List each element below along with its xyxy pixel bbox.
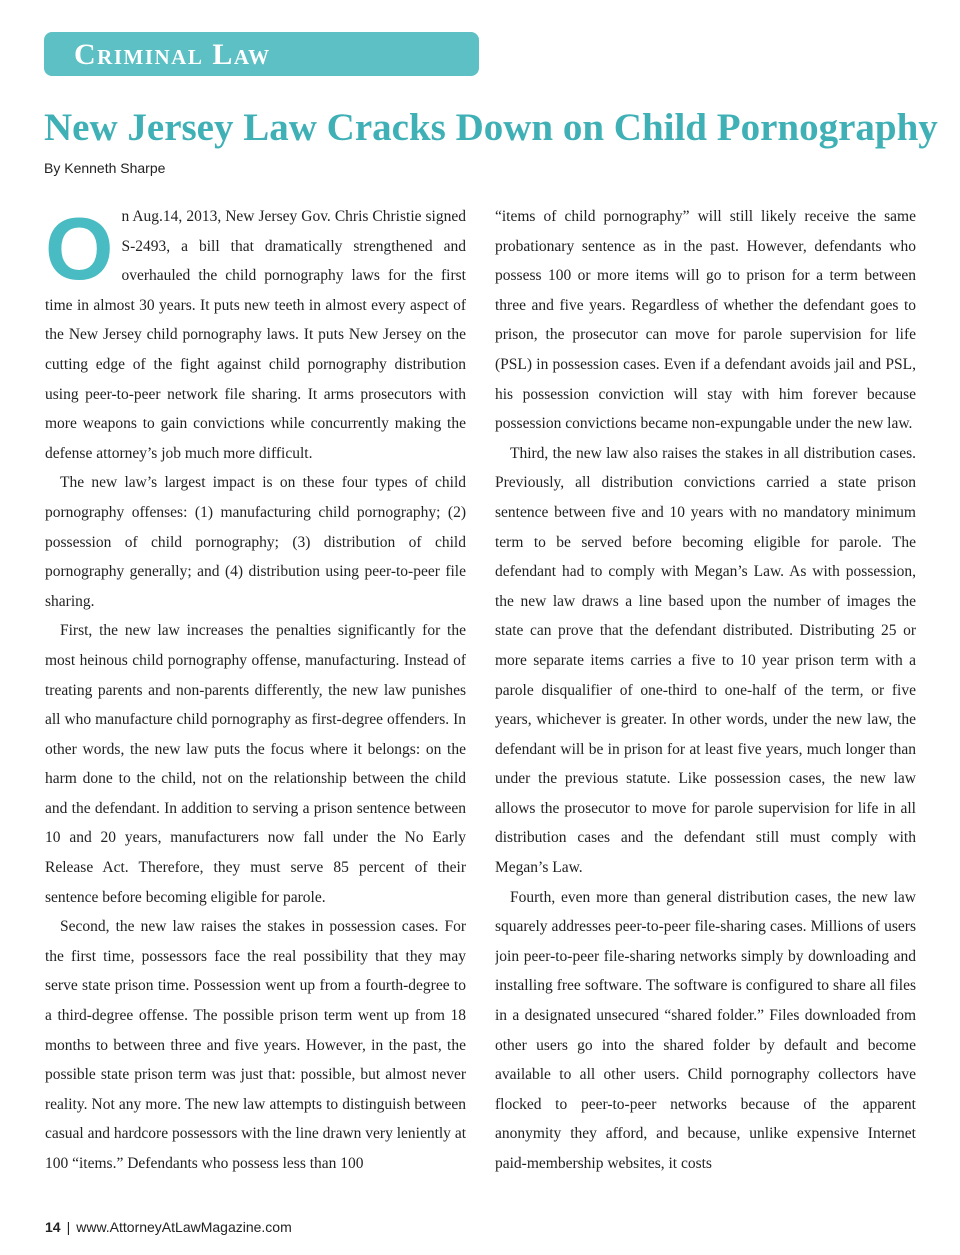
right-column (495, 202, 916, 1207)
byline: By Kenneth Sharpe (44, 160, 166, 176)
left-column (45, 202, 466, 1207)
paragraph-text: n Aug.14, 2013, New Jersey Gov. Chris Christie signed S-2493, a bill that dramatically strengthened and overhauled the child pornography laws for the first time in almost 30 years. It puts new teeth in almost every aspect of the New Jersey child pornography laws. It puts New Jersey on the cutting edge of the fight against child pornography distribution using peer-to-peer network file sharing. It arms prosecutors with more weapons to gain convictions while concurrently making the defense attorney’s job much more difficult. (45, 208, 466, 462)
page-footer (45, 1219, 292, 1235)
paragraph: Fourth, even more than general distribution cases, the new law squarely addresses peer-to-peer file-sharing cases. Millions of users join peer-to-peer file-sharing networks simply by downloading and installing free software. The software is configured to share all files in a designated unsecured “shared folder.” Files downloaded from other users go into the shared folder by default and become available to all other users. Child pornography collectors have flocked to peer-to-peer networks because of the apparent anonymity they afford, and because, unlike expensive Internet paid-membership websites, it costs (495, 888, 916, 1172)
drop-cap: O (45, 202, 114, 298)
page-number: 14 (45, 1219, 61, 1235)
footer-website-link[interactable]: www.AttorneyAtLawMagazine.com (76, 1219, 292, 1235)
paragraph: Third, the new law also raises the stakes in all distribution cases. Previously, all distribution convictions carried a state prison sentence between five and 10 years with no mandatory minimum term to be served before becoming eligible for parole. The defendant had to comply with Megan’s Law. As with possession, the new law draws a line based upon the number of images the state can prove that the defendant distributed. Distributing 25 or more separate items carries a five to 10 year prison term with a parole disqualifier of one-third to one-half of the term, or five years, whichever is greater. In other words, under the new law, the defendant will be in prison for at least five years, much longer than under the previous statute. Like possession cases, the new law allows the prosecutor to move for parole supervision for life in all distribution cases and the defendant still must comply with Megan’s Law. (495, 444, 916, 877)
article-headline: New Jersey Law Cracks Down on Child Pornography (44, 106, 938, 149)
paragraph: The new law’s largest impact is on these four types of child pornography offenses: (1) manufacturing child pornography; (2) possession of child pornography; (3) distribution of child pornography generally; and (4) distribution using peer-to-peer file sharing. (45, 474, 466, 610)
paragraph (45, 202, 466, 468)
paragraph: “items of child pornography” will still likely receive the same probationary sentence as in the past. However, defendants who possess 100 or more items will go to prison for a term between three and five years. Regardless of whether the defendant goes to prison, the prosecutor can move for parole supervision for life (PSL) in possession cases. Even if a defendant avoids jail and PSL, his possession conviction will stay with him forever because possession convictions became non-expungable under the new law. (495, 208, 916, 433)
section-tab (44, 32, 479, 76)
footer-separator: | (66, 1219, 71, 1235)
paragraph: First, the new law increases the penalties significantly for the most heinous child pornography offense, manufacturing. Instead of treating parents and non-parents differently, the new law punishes all who manufacture child pornography as first-degree offenders. In other words, the new law puts the focus where it belongs: on the harm done to the child, not on the relationship between the child and the defendant. In addition to serving a prison sentence between 10 and 20 years, manufacturers now fall under the No Early Release Act. Therefore, they must serve 85 percent of their sentence before becoming eligible for parole. (45, 622, 466, 906)
paragraph: Second, the new law raises the stakes in possession cases. For the first time, possessors face the real possibility that they may serve state prison time. Possession went up from a fourth-degree to a third-degree offense. The possible prison term went up from 18 months to between three and five years. However, in the past, the possible state prison term was just that: possible, but almost never reality. Not any more. The new law attempts to distinguish between casual and hardcore possessors with the line drawn very leniently at 100 “items.” Defendants who possess less than 100 (45, 918, 466, 1172)
section-label: Criminal Law (74, 38, 271, 71)
